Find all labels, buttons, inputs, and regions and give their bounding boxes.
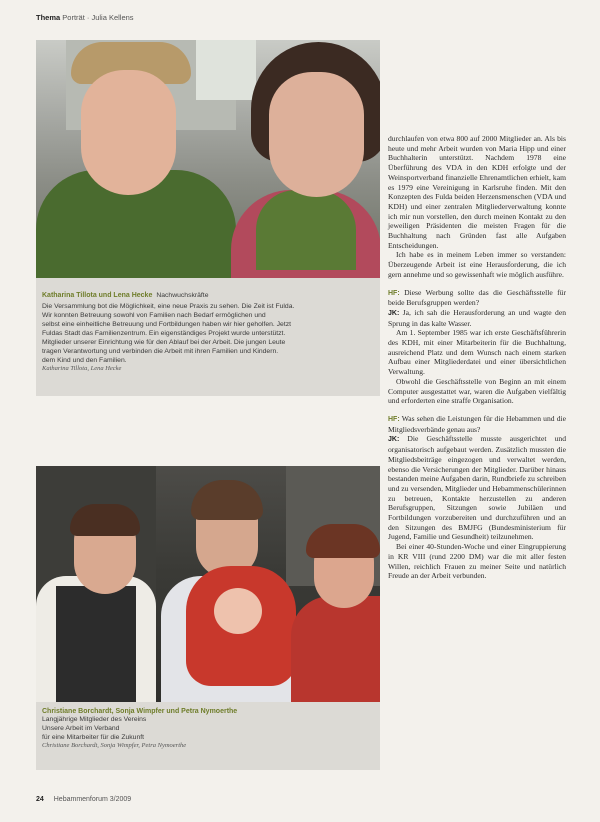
- red-patterned-top: [291, 596, 380, 702]
- header-section: Thema: [36, 13, 61, 22]
- caption-line: Langjährige Mitglieder des Vereins: [42, 716, 147, 723]
- answer-tag: JK:: [388, 436, 400, 444]
- question-tag: HF:: [388, 289, 400, 297]
- paragraph: durchlaufen von etwa 800 auf 2000 Mitglieder an. Als bis heute und mehr Arbeit wurden von Maria Hipp und einer Buchhalterin unterstützt. Nachdem 1978 eine Überführung des VDA in den KDH erfolgte und der Weinsportverband finanzielle Ehrenamtlichen erhielt, kam es 1979 eine Vereinigung in Karlsruhe finden. Mit den Konzepten des Fulda beiden Herzensmenschen (VDA und KDH) und einer zentralen Mitgliederverwaltung konnte ich mir nun vorstellen, den durch meinen Kontakt zu den jeweiligen Präsidenten die meisten Fragen für die Buchhaltung nach Gründen fast alle Aufgaben Entscheidungen.: [388, 134, 566, 250]
- black-vest: [56, 586, 136, 702]
- caption-title-suffix: Nachwuchskräfte: [156, 292, 209, 299]
- header-title: Porträt · Julia Kellens: [62, 13, 134, 22]
- hair-right: [306, 524, 380, 558]
- paragraph: Am 1. September 1985 war ich erste Geschäftsführerin des KDH, mit einer Mitarbeiterin für die Buchhaltung, ausreichend Platz und dem Wunsch nach einem starken Aufbau einer Mitgliederdatei und einer übersichtlichen Verwaltung.: [388, 328, 566, 377]
- face-left: [81, 70, 176, 195]
- photo-three-women-baby: [36, 466, 380, 702]
- paragraph: Obwohl die Geschäftsstelle von Beginn an mit einem Computer ausgestattet war, waren die Aufgaben vielfältig und erforderten eine straffe Organisation.: [388, 376, 566, 406]
- caption-line: tragen Verantwortung und verbinden die Arbeit mit ihren Familien und Kindern.: [42, 348, 279, 355]
- face-right: [269, 72, 364, 197]
- question-text: Diese Werbung sollte das die Geschäftsstelle für beide Berufsgruppen werden?: [388, 287, 566, 308]
- photo1-caption: [36, 278, 380, 396]
- paragraph: Bei einer 40-Stunden-Woche und einer Eingruppierung in KR VIII (rund 2200 DM) war die mit aller festen Willen, reichlich Frauen zu meiner Seite und natürlich Freude an der Arbeit verbunden.: [388, 542, 566, 581]
- caption-line: Wir konnten Betreuung sowohl von Familien nach Bedarf ermöglichen und: [42, 312, 266, 319]
- answer-text: Die Geschäftsstelle musste ausgerichtet und organisatorisch aufgebaut werden. Zusätzlich mussten die Mitgliedsbeiträge eingezogen und verwaltet werden, ebenso die Versicherungen der Mitglieder. Darüber hinaus bestanden meine Aufgaben darin, Rundbriefe zu schreiben und zu versenden, Mitglieder und Hebammenschülerinnen zu betreuen, Kontakte herzustellen zu anderen Berufsgruppen, Sitzungen sowie Jubiläen und Fortbildungen vorzubereiten und durchzuführen und an den Sitzungen des BMJFG (Bundesministerium für Jugend, Familie und Gesundheit) teilzunehmen.: [388, 434, 566, 542]
- caption-line: dem Kind und den Familien.: [42, 357, 127, 364]
- question: [388, 414, 566, 434]
- hair-left: [70, 504, 140, 536]
- hair-middle: [191, 480, 263, 520]
- journal-issue: 3/2009: [109, 796, 132, 803]
- answer: [388, 434, 566, 542]
- page-number: 24: [36, 796, 44, 803]
- question: [388, 288, 566, 308]
- article-column: [388, 134, 566, 581]
- caption-line: Unsere Arbeit im Verband: [42, 725, 120, 732]
- answer-tag: JK:: [388, 309, 400, 317]
- question-text: Was sehen die Leistungen für die Hebammen und die Mitgliedsverbände genau aus?: [388, 413, 566, 434]
- caption-credit: Katharina Tillota, Lena Hecke: [42, 365, 122, 372]
- page-footer: [36, 796, 131, 803]
- caption-line: Mitglieder unserer Einrichtung wie für den Ablauf bei der Arbeit. Die jungen Leute: [42, 339, 286, 346]
- answer-text: Ja, ich sah die Herausforderung an und wagte den Sprung in das kalte Wasser.: [388, 307, 566, 328]
- baby-face: [214, 588, 262, 634]
- photo-two-women: [36, 40, 380, 278]
- window-light: [196, 40, 256, 100]
- journal-name: Hebammenforum: [53, 796, 108, 803]
- caption-title: Christiane Borchardt, Sonja Wimpfer und Petra Nymoerthe: [42, 708, 238, 715]
- caption-line: Die Versammlung bot die Möglichkeit, eine neue Praxis zu sehen. Die Zeit ist Fulda.: [42, 303, 295, 310]
- photo2-caption: [36, 702, 380, 770]
- caption-line: selbst eine einheitliche Betreuung und Fortbildungen haben wir hier geholfen. Jetzt: [42, 321, 292, 328]
- green-cardigan: [256, 190, 356, 270]
- answer: [388, 308, 566, 328]
- question-tag: HF:: [388, 415, 400, 423]
- caption-credit: Christiane Borchardt, Sonja Wimpfer, Petra Nymoerthe: [42, 742, 187, 749]
- caption-line: Fuldas Stadt das Familienzentrum. Ein eigenständiges Projekt wurde unterstützt.: [42, 330, 286, 337]
- running-header: [36, 13, 134, 22]
- paragraph: Ich habe es in meinem Leben immer so verstanden: Überzeugende Arbeit ist eine Herausforderung, die ich gern annehme und so gewissenhaft wie möglich ausführe.: [388, 250, 566, 279]
- caption-title: Katharina Tillota und Lena Hecke: [42, 292, 153, 299]
- caption-line: für eine Mitarbeiter für die Zukunft: [42, 734, 144, 741]
